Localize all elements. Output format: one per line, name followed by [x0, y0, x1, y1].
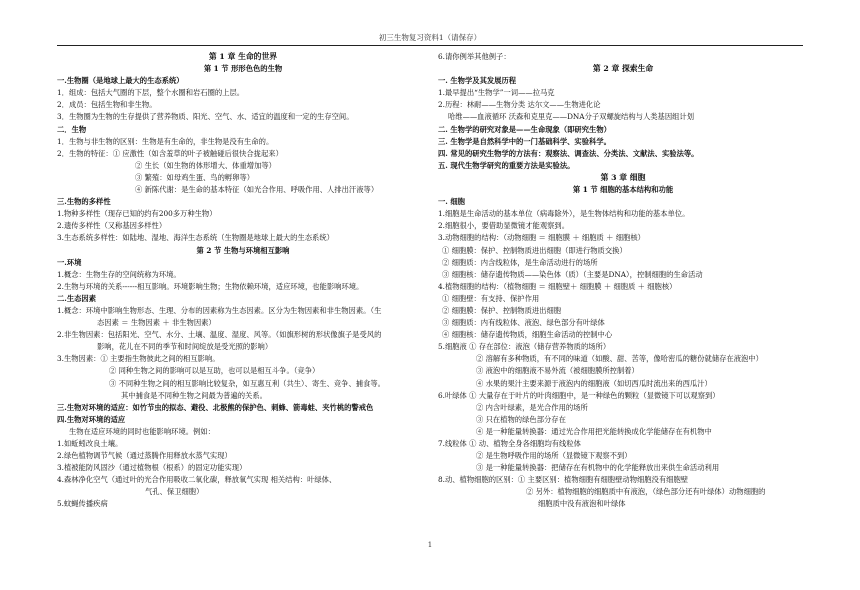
right-column: [438, 51, 808, 511]
left-column-text-line: 3.植被能防风固沙（通过植物根（根系）的固定功能实现）: [57, 463, 247, 473]
left-column-text-line: 2.遗传多样性（又称基因多样性）: [57, 221, 167, 231]
right-column-text-line: 五. 现代生物学研究的重要方法是实验法。: [438, 160, 575, 170]
left-column-text-line: ② 同种生物之间的影响可以是互助，也可以是相互斗争。（竞争）: [109, 366, 320, 376]
right-column-text-line: ③ 细胞核：储存遗传物质——染色体（质）（主要是DNA），控制细胞的生命活动: [442, 269, 703, 279]
right-column-text-line: 第 2 章 探索生命: [592, 64, 654, 74]
right-column-text-line: 5.细胞液 ① 存在部位：液泡（储存营养物质的场所）: [438, 342, 611, 352]
right-column-text-line: 2.细胞很小，要借助显微镜才能观察到。: [438, 221, 570, 231]
left-column-text-line: 2.绿色植物调节气候（通过蒸腾作用释放水蒸气实现）: [57, 451, 232, 461]
right-column-text-line: 二. 生物学的研究对象是——生命现象（即研究生物）: [438, 124, 611, 134]
left-column-text-line: 1.如蚯蚓改良土壤。: [57, 439, 123, 448]
left-column-text-line: 3．生物圈为生物的生存提供了营养物质、阳光、空气、水、适宜的温度和一定的生存空间。: [57, 112, 354, 122]
right-column-text-line: 1.细胞是生命活动的基本单位（病毒除外），是生物体结构和功能的基本单位。: [438, 209, 690, 219]
right-column-text-line: 第 1 节 细胞的基本结构和功能: [572, 185, 674, 195]
right-column-text-line: ② 溶解有多种物质，有不同的味道（如酸、甜、苦等，像哈密瓜的糖份就储存在液泡中）: [476, 354, 763, 364]
right-column-text-line: 6.请你例举其他例子：: [438, 52, 511, 61]
right-column-text-line: 7.线粒体 ① 动、植物全身各细胞均有线粒体: [438, 439, 581, 448]
right-column-text-line: 一. 生物学及其发展历程: [438, 76, 517, 86]
left-column: [57, 51, 429, 511]
right-column-text-line: 三. 生物学是自然科学中的一门基础科学、实验科学。: [438, 136, 611, 146]
left-column-text-line: 第 2 节 生物与环境相互影响: [196, 245, 290, 255]
left-column-text-line: 四.生物对环境的适应: [57, 414, 126, 424]
left-column-text-line: 二．生物: [57, 124, 87, 134]
left-column-text-line: 2.非生物因素：包括阳光、空气、水分、土壤、温度、湿度、风等。（如旗形树的形状像旗子是受风的: [57, 330, 382, 340]
left-column-text-line: 4.森林净化空气（通过叶的光合作用吸收二氧化碳，释放氧气实现 相关结构：叶绿体、: [57, 475, 337, 485]
right-column-text-line: ① 细胞壁：有支持、保护作用: [442, 293, 540, 303]
right-column-text-line: ② 细胞质：内含线粒体，是生命活动进行的场所: [442, 257, 598, 267]
right-column-text-line: 四. 常见的研究生物学的方法有：观察法、调查法、分类法、文献法、实验法等。: [438, 148, 699, 158]
right-column-text-line: 6.叶绿体 ① 大量存在于叶片的叶肉细胞中，是一种绿色的颗粒（显微镜下可以观察到）: [438, 390, 720, 400]
left-column-text-line: 一.环境: [57, 257, 82, 267]
left-column-text-line: 一.生物圈（是地球上最大的生态系统）: [57, 76, 184, 86]
right-column-text-line: ④ 细胞核：储存遗传物质，细胞生命活动的控制中心: [442, 330, 613, 340]
right-column-text-line: ② 另外：植物细胞的细胞质中有液泡，（绿色部分还有叶绿体）动物细胞的: [526, 487, 766, 497]
left-column-text-line: 1．生物与非生物的区别：生物是有生命的，非生物是没有生命的。: [57, 136, 274, 146]
left-column-text-line: ④ 新陈代谢：是生命的基本特征（如光合作用、呼吸作用、人排出汗液等）: [135, 185, 379, 195]
right-column-text-line: 第 3 章 细胞: [600, 172, 646, 182]
left-column-text-line: 3.生物因素：① 主要指生物彼此之间的相互影响。: [57, 354, 220, 364]
right-column-text-line: 哈维——血液循环 沃森和克里克——DNA分子双螺旋结构与人类基因组计划: [448, 112, 695, 122]
page-number: 1: [427, 541, 433, 549]
left-column-text-line: 生物在适应环境的同时也能影响环境。例如：: [69, 426, 215, 436]
left-column-text-line: 第 1 节 形形色色的生物: [203, 64, 283, 74]
left-column-text-line: 1.物种多样性（现存已知的约有200多万种生物）: [57, 209, 217, 219]
left-column-text-line: 其中捕食是不同种生物之间最为普遍的关系。: [121, 390, 267, 400]
left-column-text-line: 2．生物的特征：① 应激性（如含羞草的叶子被触碰后很快合拢起来）: [57, 148, 283, 158]
left-column-text-line: 气孔、保卫细胞）: [145, 487, 204, 497]
right-column-text-line: 细胞质中没有液泡和叶绿体: [538, 499, 626, 509]
right-column-text-line: 4.植物细胞的结构：（植物细胞 ＝ 细胞壁＋ 细胞膜 ＋ 细胞质 ＋ 细胞核）: [438, 281, 677, 291]
left-column-text-line: 1.概念：环境中影响生物形态、生理、分布的因素称为生态因素。区分为生物因素和非生物因素。（生: [57, 305, 382, 315]
page-header: 初三生物复习资料1（请保存）: [378, 33, 482, 42]
right-column-text-line: 3.动物细胞的结构：（动物细胞 ＝ 细胞膜 ＋ 细胞质 ＋ 细胞核）: [438, 233, 645, 243]
right-column-text-line: ① 细胞膜：保护、控制物质进出细胞（即进行物质交换）: [442, 245, 627, 255]
right-column-text-line: 8.动、植物细胞的区别：① 主要区别：植物细胞有细胞壁动物细胞没有细胞壁: [438, 475, 689, 485]
left-column-text-line: ③ 不同种生物之间的相互影响比较复杂，如互惠互利（共生）、寄生、竞争、捕食等。: [109, 378, 385, 388]
right-column-text-line: ③ 液泡中的细胞液不易外流（被细胞膜所控制着）: [476, 366, 639, 376]
right-column-text-line: 1.最早提出“生物学”一词——拉马克: [438, 88, 555, 98]
left-column-text-line: 5.蚊蝇传播疾病: [57, 499, 108, 509]
left-column-text-line: 1.概念：生物生存的空间统称为环境。: [57, 269, 181, 279]
left-column-text-line: 第 1 章 生命的世界: [208, 52, 278, 61]
left-column-text-line: 3.生态系统多样性：如陆地、湿地、海洋生态系统（生物圈是地球上最大的生态系统）: [57, 233, 334, 243]
left-column-text-line: 态因素 ＝ 生物因素 ＋ 非生物因素）: [97, 318, 216, 328]
left-column-text-line: 2．成员：包括生物和非生物。: [57, 100, 157, 110]
right-column-text-line: ② 内含叶绿素，是光合作用的场所: [476, 402, 588, 412]
right-column-text-line: ③ 是一种能量转换器：把储存在有机物中的化学能释放出来供生命活动利用: [476, 463, 720, 473]
right-column-text-line: 一. 细胞: [438, 197, 465, 207]
header-rule: [57, 45, 803, 46]
left-column-text-line: 1．组成：包括大气圈的下层，整个水圈和岩石圈的上层。: [57, 88, 245, 98]
right-column-text-line: ④ 水果的果汁主要来源于液泡内的细胞液（如切西瓜时流出来的西瓜汁）: [476, 378, 712, 388]
right-column-text-line: 2.历程：林耐——生物分类 达尔文——生物进化论: [438, 100, 601, 110]
left-column-text-line: 三.生物对环境的适应：如竹节虫的拟态、避役、北极熊的保护色、刺蜂、箭毒蛙、夹竹桃的警戒色: [57, 402, 374, 412]
left-column-text-line: ③ 繁殖：如母鸡生蛋、鸟的孵卵等）: [135, 172, 255, 182]
left-column-text-line: ② 生长（如生物的体形增大、体重增加等）: [135, 160, 276, 170]
right-column-text-line: ② 是生物呼吸作用的场所（显微镜下观察不到）: [476, 451, 632, 461]
left-column-text-line: 三.生物的多样性: [57, 197, 111, 207]
left-column-text-line: 二.生态因素: [57, 293, 97, 303]
right-column-text-line: ③ 细胞质：内有线粒体、液泡、绿色部分有叶绿体: [442, 318, 605, 328]
right-column-text-line: ④ 是一种能量转换器：通过光合作用把光能转换成化学能储存在有机物中: [476, 426, 712, 436]
left-column-text-line: 影响，花儿在不同的季节和时间绽放是受光照的影响）: [97, 342, 273, 352]
right-column-text-line: ② 细胞膜：保护、控制物质进出细胞: [442, 305, 562, 315]
left-column-text-line: 2.生物与环境的关系------相互影响。环境影响生物；生物依赖环境，适应环境，也能影响环境。: [57, 281, 364, 291]
right-column-text-line: ③ 只在植物的绿色部分存在: [476, 414, 566, 424]
